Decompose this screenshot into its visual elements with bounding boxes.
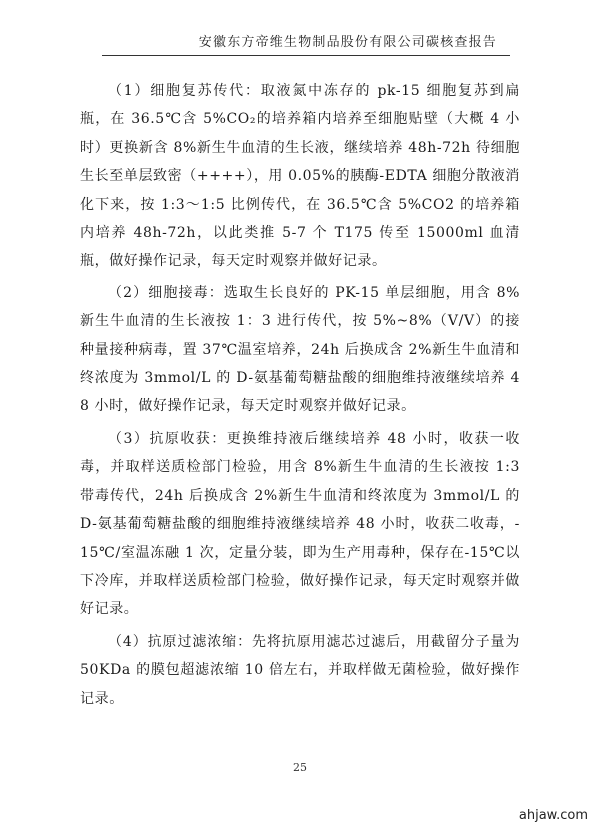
header-title: 安徽东方帝维生物制品股份有限公司碳核查报告 <box>198 35 497 50</box>
document-body <box>80 77 520 717</box>
paragraph-cell-recovery: （1）细胞复苏传代：取液氮中冻存的 pk-15 细胞复苏到扁瓶，在 36.5℃含 5%CO₂的培养箱内培养至细胞贴壁（大概 4 小时）更换新含 8%新生牛血清的生长液，继续培养 48h-72h 待细胞生长至单层致密（++++），用 0.05%的胰酶-EDTA 细胞分散液消化下来，按 1:3～1:5 比例传代，在 36.5℃含 5%CO2 的培养箱内培养 48h-72h，以此类推 5-7 个 T175 传至 15000ml 血清瓶，做好操作记录，每天定时观察并做好记录。 <box>80 83 520 270</box>
page-header <box>0 30 600 50</box>
paragraph-antigen-filtration: （4）抗原过滤浓缩：先将抗原用滤芯过滤后，用截留分子量为 50KDa 的膜包超滤浓缩 10 倍左右，并取样做无菌检验，做好操作记录。 <box>80 633 520 707</box>
page-number: 25 <box>293 761 307 774</box>
site-watermark: ahjaw.com <box>515 807 592 825</box>
paragraph-antigen-harvest: （3）抗原收获：更换维持液后继续培养 48 小时，收获一收毒，并取样送质检部门检验，用含 8%新生牛血清的生长液按 1:3 带毒传代，24h 后换成含 2%新生牛血清和终浓度为 3mmol/L 的 D-氨基葡萄糖盐酸的细胞维持液继续培养 48 小时，收获二收毒，-15℃/室温冻融 1 次，定量分装，即为生产用毒种，保存在-15℃以下冷库，并取样送质检部门检验，做好操作记录，每天定时观察并做好记录。 <box>80 430 520 618</box>
header-divider <box>102 55 510 56</box>
paragraph-cell-inoculation: （2）细胞接毒：选取生长良好的 PK-15 单层细胞，用含 8%新生牛血清的生长液按 1：3 进行传代，按 5%~8%（V/V）的接种量接种病毒，置 37℃温室培养，24h 后换成含 2%新生牛血清和终浓度为 3mmol/L 的 D-氨基葡萄糖盐酸的细胞维持液继续培养 48 小时，做好操作记录，每天定时观察并做好记录。 <box>80 284 520 415</box>
